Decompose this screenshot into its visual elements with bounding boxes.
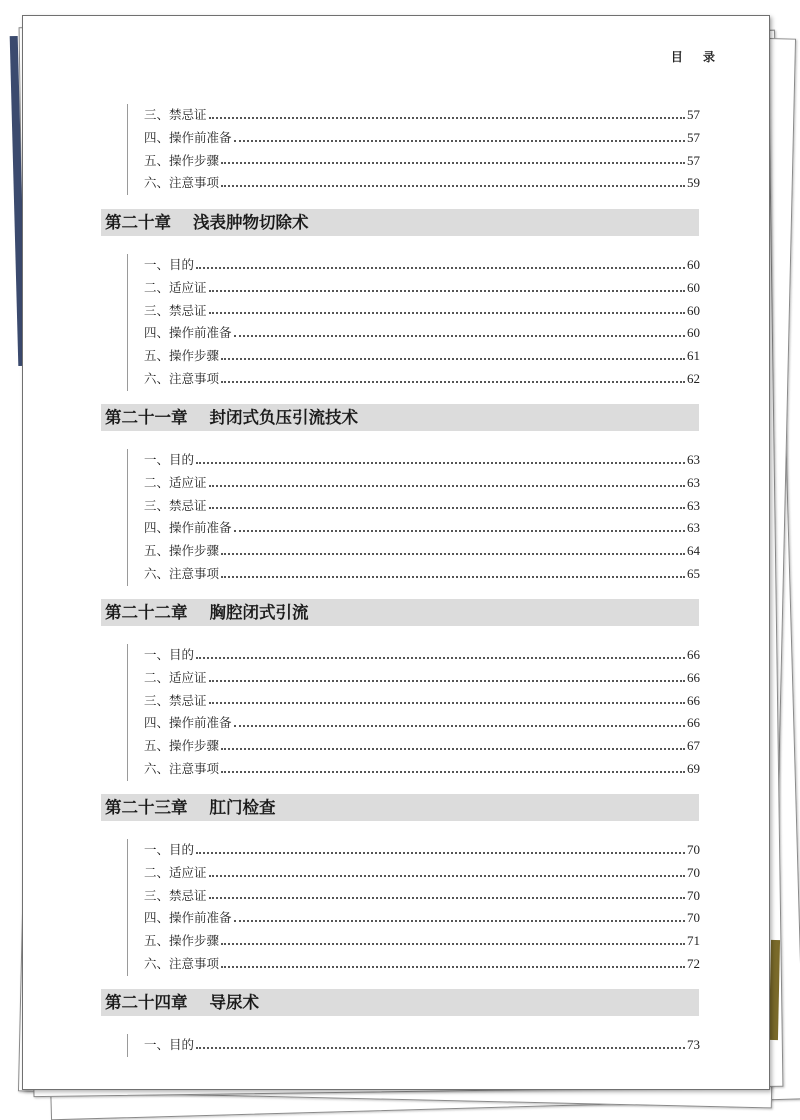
chapter-title: 胸腔闭式引流: [209, 603, 309, 622]
dot-leader: [209, 874, 685, 877]
dot-leader: [221, 161, 685, 164]
toc-entry-label: 六、注意事项: [144, 370, 220, 386]
toc-entry-page-number: 60: [687, 279, 700, 295]
toc-entry-page-number: 66: [687, 715, 700, 731]
toc-entry[interactable]: [128, 472, 700, 495]
toc-entry[interactable]: [128, 758, 700, 781]
dot-leader: [209, 289, 685, 292]
toc-entry-page-number: 57: [687, 107, 700, 122]
toc-entry[interactable]: [128, 839, 700, 862]
toc-entry[interactable]: [128, 127, 700, 150]
toc-entry-page-number: 62: [687, 370, 700, 386]
dot-leader: [234, 724, 685, 727]
toc-entry-page-number: 63: [687, 452, 700, 467]
chapter-number: 第二十章: [105, 213, 171, 232]
toc-entry-label: 一、目的: [144, 452, 195, 467]
dot-leader: [221, 575, 685, 578]
toc-entry-page-number: 63: [687, 497, 700, 513]
chapter-title: 肛门检查: [209, 798, 276, 817]
toc-entry[interactable]: [128, 667, 700, 690]
toc-entry-page-number: 57: [687, 152, 700, 168]
dot-leader: [221, 184, 685, 187]
dot-leader: [209, 679, 685, 682]
toc-entry[interactable]: [128, 322, 700, 345]
chapter-number: 第二十三章: [105, 798, 188, 817]
dot-leader: [234, 334, 685, 337]
toc-section-list: [127, 254, 700, 391]
toc-entry-label: 二、适应证: [144, 864, 207, 880]
toc-entry-label: 四、操作前准备: [144, 129, 232, 145]
chapter-title: 导尿术: [209, 993, 259, 1012]
chapter-heading[interactable]: [101, 404, 699, 431]
toc-entry-page-number: 64: [687, 543, 700, 558]
dot-leader: [221, 380, 685, 383]
dot-leader: [221, 942, 685, 945]
toc-entry-label: 二、适应证: [144, 474, 207, 490]
toc-entry-label: 三、禁忌证: [144, 692, 207, 708]
toc-page: [22, 15, 770, 1090]
toc-entry[interactable]: [128, 953, 700, 976]
toc-entry-page-number: 73: [687, 1037, 700, 1052]
toc-entry[interactable]: [128, 254, 700, 277]
toc-entry[interactable]: [128, 540, 700, 563]
toc-entry[interactable]: [128, 277, 700, 300]
toc-entry[interactable]: [128, 690, 700, 713]
dot-leader: [209, 506, 685, 509]
toc-entry[interactable]: [128, 644, 700, 667]
toc-entry-label: 三、禁忌证: [144, 107, 207, 122]
chapter-heading[interactable]: [101, 989, 699, 1016]
toc-entry-page-number: 66: [687, 669, 700, 685]
toc-entry[interactable]: [128, 517, 700, 540]
toc-entry[interactable]: [128, 368, 700, 391]
toc-entry[interactable]: [128, 930, 700, 953]
toc-entry-label: 四、操作前准备: [144, 715, 232, 731]
toc-entry[interactable]: [128, 495, 700, 518]
toc-entry-label: 三、禁忌证: [144, 887, 207, 903]
toc-entry-page-number: 60: [687, 257, 700, 272]
toc-entry[interactable]: [128, 345, 700, 368]
toc-entry-label: 三、禁忌证: [144, 497, 207, 513]
toc-entry-label: 六、注意事项: [144, 175, 220, 191]
toc-section-list: [127, 104, 700, 195]
toc-entry-label: 一、目的: [144, 647, 195, 662]
toc-entry-label: 五、操作步骤: [144, 933, 220, 948]
toc-section-list: [127, 839, 700, 976]
chapter-title: 浅表肿物切除术: [193, 213, 309, 232]
toc-entry-page-number: 57: [687, 129, 700, 145]
dot-leader: [209, 116, 685, 119]
toc-entry-page-number: 60: [687, 325, 700, 341]
toc-entry[interactable]: [128, 449, 700, 472]
toc-entry-label: 一、目的: [144, 257, 195, 272]
dot-leader: [196, 656, 685, 659]
dot-leader: [196, 461, 685, 464]
toc-entry-page-number: 65: [687, 565, 700, 581]
toc-entry-label: 六、注意事项: [144, 565, 220, 581]
toc-entry-page-number: 71: [687, 933, 700, 948]
toc-entry-page-number: 70: [687, 864, 700, 880]
toc-entry-page-number: 66: [687, 647, 700, 662]
dot-leader: [221, 747, 685, 750]
toc-entry-label: 二、适应证: [144, 279, 207, 295]
toc-entry[interactable]: [128, 862, 700, 885]
dot-leader: [209, 701, 685, 704]
toc-entry[interactable]: [128, 735, 700, 758]
dot-leader: [221, 357, 685, 360]
toc-entry-page-number: 59: [687, 175, 700, 191]
toc-entry-label: 一、目的: [144, 842, 195, 857]
toc-section-list: [127, 644, 700, 781]
dot-leader: [234, 139, 685, 142]
toc-section-list: [127, 449, 700, 586]
dot-leader: [221, 965, 685, 968]
toc-entry-page-number: 61: [687, 348, 700, 363]
toc-entry[interactable]: [128, 1034, 700, 1057]
dot-leader: [196, 266, 685, 269]
toc-entry-page-number: 72: [687, 955, 700, 971]
toc-entry-label: 五、操作步骤: [144, 738, 220, 753]
toc-entry-page-number: 70: [687, 887, 700, 903]
toc-entry-page-number: 69: [687, 760, 700, 776]
dot-leader: [221, 552, 685, 555]
chapter-number: 第二十二章: [105, 603, 188, 622]
toc-entry-label: 一、目的: [144, 1037, 195, 1052]
toc-entry-label: 五、操作步骤: [144, 152, 220, 168]
chapter-number: 第二十四章: [105, 993, 188, 1012]
toc-entry-page-number: 63: [687, 474, 700, 490]
toc-entry[interactable]: [128, 885, 700, 908]
chapter-heading[interactable]: [101, 599, 699, 626]
toc-entry[interactable]: [128, 104, 700, 127]
toc-entry[interactable]: [128, 150, 700, 173]
toc-entry-label: 四、操作前准备: [144, 325, 232, 341]
dot-leader: [196, 1046, 685, 1049]
toc-entry[interactable]: [128, 712, 700, 735]
toc-entry-page-number: 67: [687, 738, 700, 753]
dot-leader: [234, 919, 685, 922]
toc-entry-label: 四、操作前准备: [144, 520, 232, 536]
toc-entry-page-number: 70: [687, 910, 700, 926]
chapter-heading[interactable]: [101, 794, 699, 821]
toc-entry-label: 五、操作步骤: [144, 348, 220, 363]
dot-leader: [221, 770, 685, 773]
toc-entry[interactable]: [128, 172, 700, 195]
dot-leader: [234, 529, 685, 532]
toc-entry-label: 五、操作步骤: [144, 543, 220, 558]
dot-leader: [209, 896, 685, 899]
toc-entry[interactable]: [128, 907, 700, 930]
toc-entry-page-number: 66: [687, 692, 700, 708]
dot-leader: [209, 311, 685, 314]
chapter-number: 第二十一章: [105, 408, 188, 427]
dot-leader: [196, 851, 685, 854]
dot-leader: [209, 484, 685, 487]
chapter-heading[interactable]: [101, 209, 699, 236]
toc-entry-label: 三、禁忌证: [144, 302, 207, 318]
toc-entry-label: 六、注意事项: [144, 955, 220, 971]
toc-entry-page-number: 63: [687, 520, 700, 536]
toc-entry[interactable]: [128, 563, 700, 586]
toc-entry-page-number: 60: [687, 302, 700, 318]
toc-entry-label: 六、注意事项: [144, 760, 220, 776]
running-head: 目 录: [670, 50, 723, 64]
chapter-title: 封闭式负压引流技术: [209, 408, 358, 427]
toc-entry-label: 四、操作前准备: [144, 910, 232, 926]
toc-entry[interactable]: [128, 300, 700, 323]
toc-section-list: [127, 1034, 700, 1057]
toc-entry-page-number: 70: [687, 842, 700, 857]
toc-entry-label: 二、适应证: [144, 669, 207, 685]
